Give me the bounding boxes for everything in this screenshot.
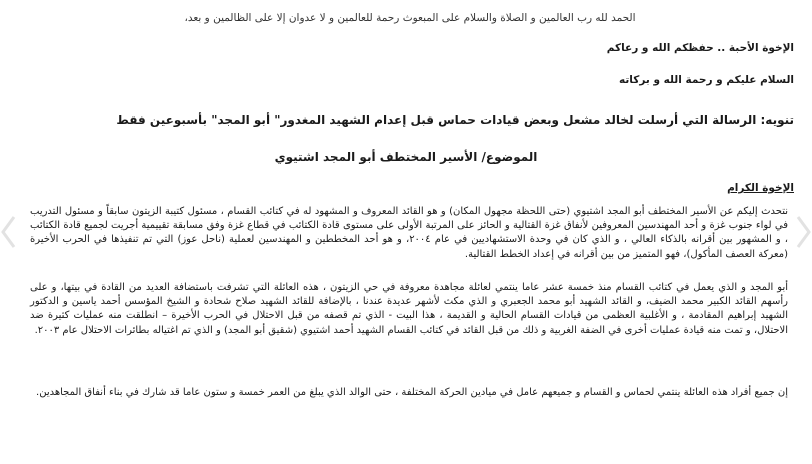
notice-title: تنويه: الرسالة التي أرسلت لخالد مشعل وبعض قيادات حماس قبل إعدام الشهيد المغدور" أبو المجد" بأسبوعين فقط xyxy=(116,113,794,127)
chevron-left-icon[interactable] xyxy=(0,215,18,249)
greeting-line-2: السلام عليكم و رحمة الله و بركاته xyxy=(618,74,794,86)
paragraph-1: نتحدث إليكم عن الأسير المختطف أبو المجد اشتيوي (حتى اللحظة مجهول المكان) و هو القائد المعروف و المشهود له في كتائب القسام ، مسئول كتيبة الزيتون سابقاً و مسئول التدريب في لواء جنوب غزة و أحد المهندسين المعروفين لأنفاق غزة القتالية و الحائز على المرتبة الأولى على مستوى قادة الكتائب في قطاع غزة وفق مسابقة تقييمية أجريت لجميع قادة الكتائب ، و المشهور بين أقرانه بالذكاء العالي ، و الذي كان في وحدة الاستشهاديين في عام ٢٠٠٤، و هو أحد المخططين و المهندسين لعملية (ناحل عوز) التي تم تنفيذها في الحرب الأخيرة (معركة العصف المأكول)، فهو المتميز من بين أقرانه في إعداد الخطط القتالية. xyxy=(30,206,788,260)
paragraph-2: أبو المجد و الذي يعمل في كتائب القسام منذ خمسة عشر عاما ينتمي لعائلة مجاهدة معروفة في حي الزيتون ، هذه العائلة التي تشرفت باستضافة العديد من القادة في بيتها، و على رأسهم القائد الكبير محمد الضيف، و القائد الشهيد أبو محمد الجعبري و الذي مكث لأشهر عديدة عندنا ، بالإضافة للقائد الشهيد صلاح شحادة و الشيخ المؤسس أحمد ياسين و الدكتور الشهيد إبراهيم المقادمة ، و الأغلبية العظمى من قيادات القسام الحالية و القديمة ، هذا البيت - الذي تم قصفه من قبل الاحتلال في الحرب الأخيرة – انطلقت منه عمليات كثيرة ضد الاحتلال، و تمت منه قيادة عمليات أخرى في الضفة الغربية و ذلك من قبل القائد في كتائب القسام الشهيد أحمد اشتيوي (شقيق أبو المجد) و الذي تم اغتياله بطائرات الاحتلال عام ٢٠٠٣. xyxy=(30,282,788,336)
subject-line: الموضوع/ الأسير المختطف أبو المجد اشتيوي xyxy=(274,150,538,164)
greeting-line-1: الإخوة الأحبة .. حفظكم الله و رعاكم xyxy=(606,42,794,54)
document-header: الحمد لله رب العالمين و الصلاة والسلام على المبعوث رحمة للعالمين و لا عدوان إلا على الظالمين و بعد، xyxy=(184,12,636,24)
salutation: الإخوة الكرام xyxy=(727,182,794,194)
chevron-right-icon[interactable] xyxy=(794,215,812,249)
paragraph-3: إن جميع أفراد هذه العائلة ينتمي لحماس و القسام و جميعهم عامل في ميادين الحركة المختلفة ، حتى الوالد الذي يبلغ من العمر خمسة و ستون عاما قد شارك في بناء أنفاق المجاهدين. xyxy=(36,387,788,398)
